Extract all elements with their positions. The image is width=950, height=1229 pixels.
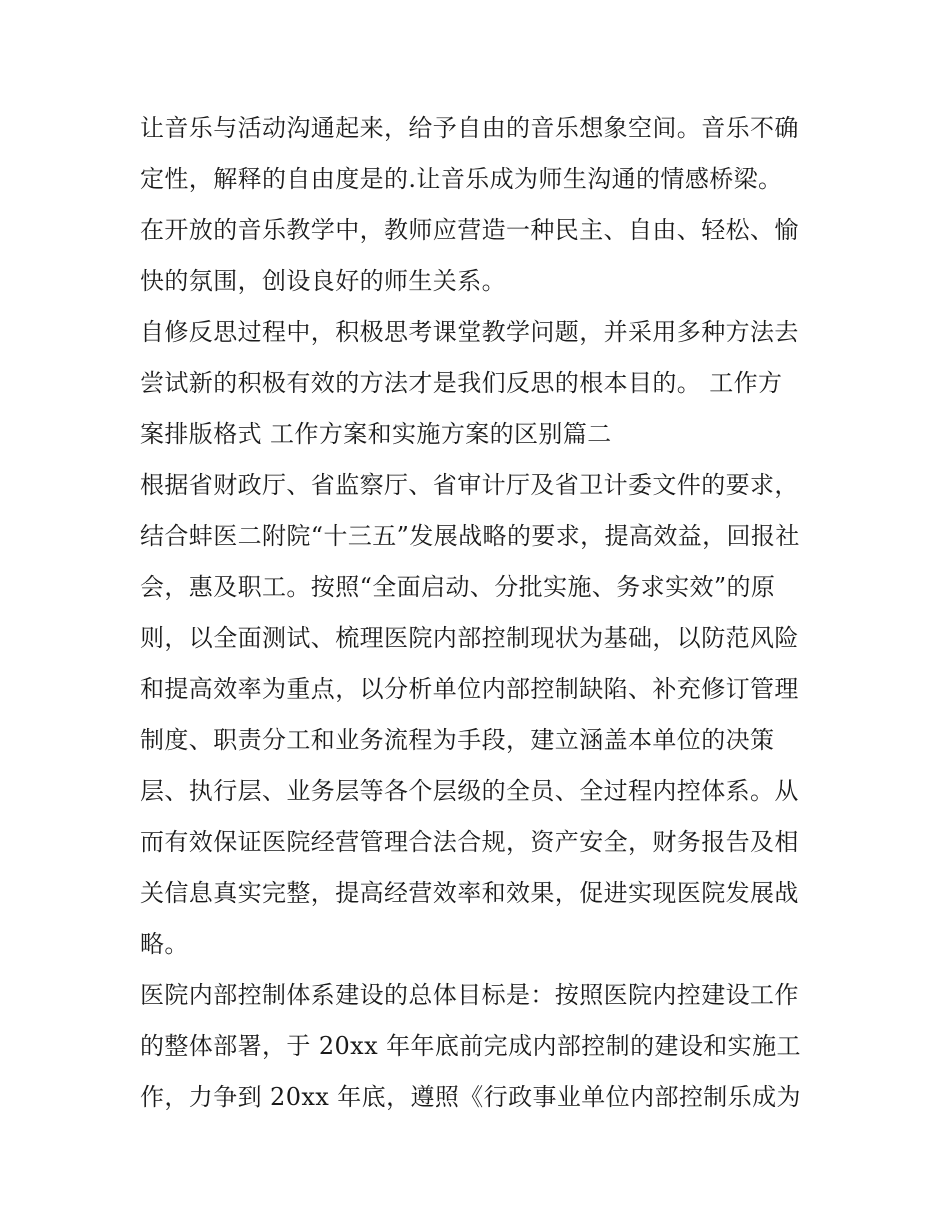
text-line: 和提高效率为重点，以分析单位内部控制缺陷、补充修订管理 — [140, 675, 799, 703]
text-line: 关信息真实完整，提高经营效率和效果，促进实现医院发展战 — [140, 879, 799, 907]
text-line: 略。 — [140, 930, 189, 958]
text-line: 自修反思过程中，积极思考课堂教学问题，并采用多种方法去 — [140, 318, 799, 346]
text-line: 制度、职责分工和业务流程为手段，建立涵盖本单位的决策 — [140, 726, 775, 754]
text-line: 会，惠及职工。按照“全面启动、分批实施、务求实效”的原 — [140, 573, 776, 601]
text-line: 的整体部署，于 20xx 年年底前完成内部控制的建设和实施工 — [140, 1032, 801, 1060]
text-line: 而有效保证医院经营管理合法合规，资产安全，财务报告及相 — [140, 828, 799, 856]
text-line: 医院内部控制体系建设的总体目标是：按照医院内控建设工作 — [140, 981, 799, 1009]
text-line: 层、执行层、业务层等各个层级的全员、全过程内控体系。从 — [140, 777, 799, 805]
text-line: 结合蚌医二附院“十三五”发展战略的要求，提高效益，回报社 — [140, 522, 800, 550]
text-line: 案排版格式 工作方案和实施方案的区别篇二 — [140, 420, 612, 448]
text-line: 尝试新的积极有效的方法才是我们反思的根本目的。 工作方 — [140, 369, 783, 397]
text-line: 根据省财政厅、省监察厅、省审计厅及省卫计委文件的要求， — [140, 471, 799, 499]
text-line: 则，以全面测试、梳理医院内部控制现状为基础，以防范风险 — [140, 624, 799, 652]
document-body — [140, 103, 820, 1123]
text-line: 作，力争到 20xx 年底，遵照《行政事业单位内部控制乐成为 — [140, 1083, 801, 1111]
text-line: 定性，解释的自由度是的.让音乐成为师生沟通的情感桥梁。 — [140, 165, 783, 193]
text-line: 在开放的音乐教学中，教师应营造一种民主、自由、轻松、愉 — [140, 216, 799, 244]
text-line: 让音乐与活动沟通起来，给予自由的音乐想象空间。音乐不确 — [140, 114, 799, 142]
text-line: 快的氛围，创设良好的师生关系。 — [140, 267, 506, 295]
